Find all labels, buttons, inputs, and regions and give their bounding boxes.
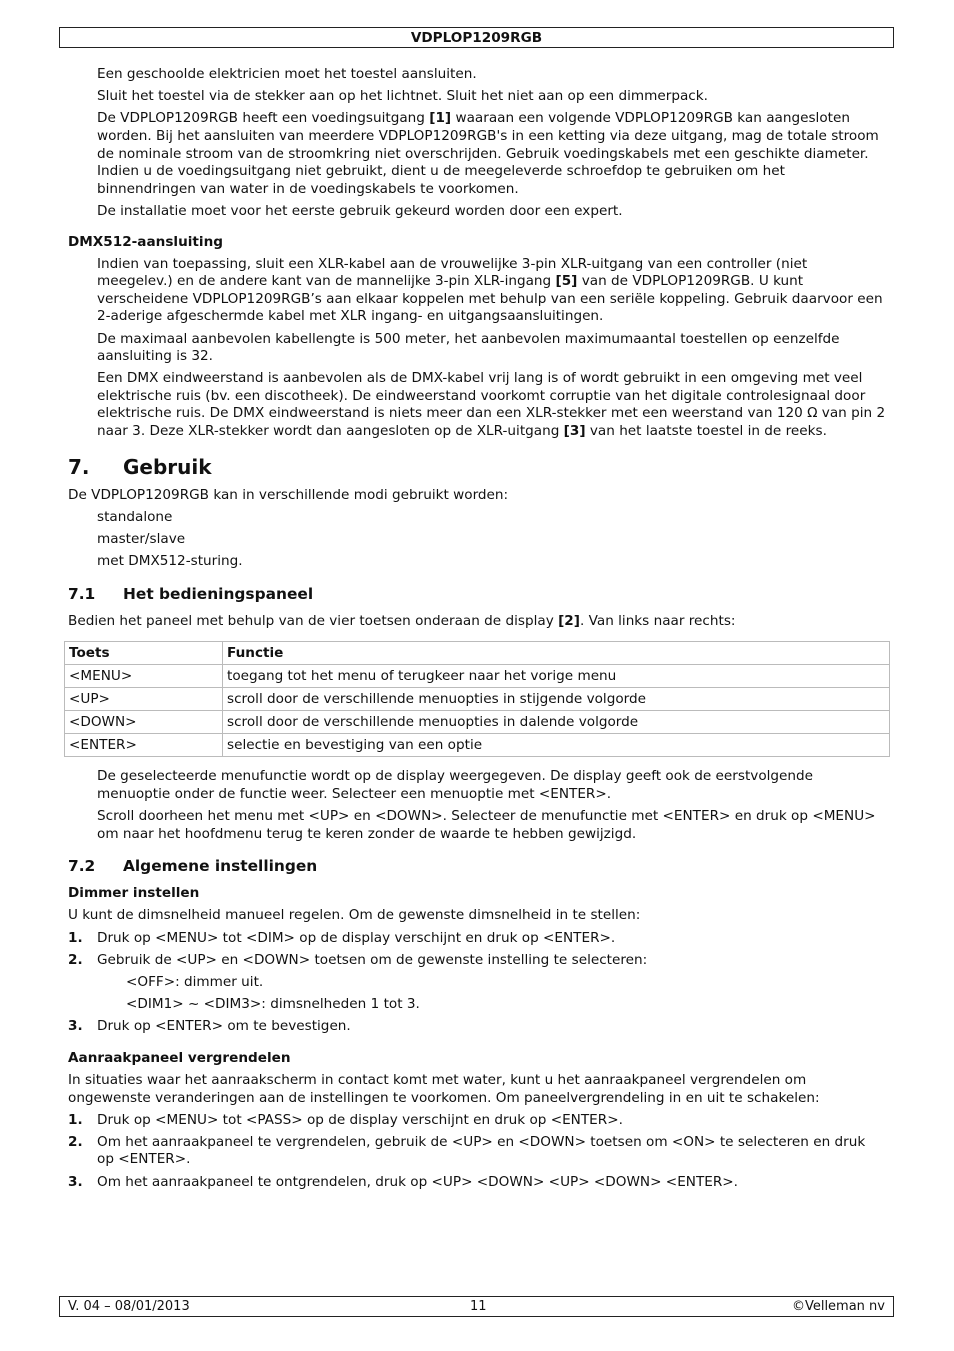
- subsection-heading: 7.2 Algemene instellingen: [68, 857, 318, 876]
- document-title: VDPLOP1209RGB: [410, 30, 543, 46]
- reference-marker: [2]: [558, 612, 580, 629]
- list-item: 2. Gebruik de <UP> en <DOWN> toetsen om de gewenste instelling te selecteren:: [68, 951, 648, 968]
- list-item: 3. Om het aanraakpaneel te ontgrendelen, druk op <UP> <DOWN> <UP> <DOWN> <ENTER>.: [68, 1173, 738, 1190]
- table-cell: scroll door de verschillende menuopties in stijgende volgorde: [223, 688, 890, 711]
- page-content: [68, 66, 886, 1196]
- dmx-paragraph: Een DMX eindweerstand is aanbevolen als de DMX-kabel vrij lang is of wordt gebruikt in een omgeving met veel elektrische ruis (bv. een discotheek). De eindweerstand voorkomt corruptie van het digitale controlesignaal door elektrische ruis. De DMX eindweerstand is niets meer dan een XLR-stekker met een weerstand van 120 Ω van pin 2 naar 3. Deze XLR-stekker wordt dan aangesloten op de XLR-uitgang [3] van het laatste toestel in de reeks.: [97, 370, 886, 440]
- footer-copyright: ©Velleman nv: [791, 1299, 885, 1314]
- page-footer: [59, 1296, 894, 1317]
- subsection-intro: Bedien het paneel met behulp van de vier toetsen onderaan de display [2]. Van links naar rechts:: [68, 612, 736, 629]
- dimmer-option: <OFF>: dimmer uit.: [126, 973, 264, 990]
- subsection-heading: 7.1 Het bedieningspaneel: [68, 584, 314, 603]
- intro-paragraph: De VDPLOP1209RGB heeft een voedingsuitgang [1] waaraan een volgende VDPLOP1209RGB kan aangesloten worden. Bij het aansluiten van meerdere VDPLOP1209RGB's in een ketting via deze uitgang, mag de totale stroom de nominale stroom van de stroomkring niet overschrijden. Gebruik voedingskabels met een geschikte diameter. Indien u de voedingsuitgang niet gebruikt, dient u de meegeleverde schroefdop te gebruiken om het binnendringen van water in de voedingskabels te voorkomen.: [97, 110, 879, 197]
- reference-marker: [1]: [429, 110, 452, 127]
- footer-page-number: 11: [470, 1299, 487, 1314]
- list-item: 3. Druk op <ENTER> om te bevestigen.: [68, 1018, 351, 1035]
- reference-marker: [5]: [555, 273, 578, 290]
- table-row: [65, 688, 890, 711]
- table-cell: scroll door de verschillende menuopties in dalende volgorde: [223, 711, 890, 734]
- section-heading: 7. Gebruik: [68, 454, 212, 479]
- panel-paragraph: Scroll doorheen het menu met <UP> en <DOWN>. Selecteer de menufunctie met <ENTER> en druk op <MENU> om naar het hoofdmenu terug te keren zonder de waarde te hebben gewijzigd.: [97, 808, 876, 842]
- table-row: [65, 711, 890, 734]
- panel-paragraph: De geselecteerde menufunctie wordt op de display weergegeven. De display geeft ook de eerstvolgende menuoptie onder de functie weer. Selecteer een menuoptie met <ENTER>.: [97, 768, 814, 802]
- table-header-row: [65, 642, 890, 665]
- lock-intro: In situaties waar het aanraakscherm in contact komt met water, kunt u het aanraakpaneel vergrendelen om ongewenste veranderingen aan de instellingen te voorkomen. Om paneelvergrendeling in en uit te schakelen:: [68, 1071, 820, 1106]
- mode-item: standalone: [97, 508, 173, 525]
- table-cell: toegang tot het menu of terugkeer naar het vorige menu: [223, 665, 890, 688]
- list-item: 1. Druk op <MENU> tot <PASS> op de display verschijnt en druk op <ENTER>.: [68, 1111, 623, 1128]
- page-header: [59, 27, 894, 48]
- dimmer-heading: Dimmer instellen: [68, 885, 200, 902]
- table-cell: <UP>: [65, 688, 223, 711]
- section-intro: De VDPLOP1209RGB kan in verschillende modi gebruikt worden:: [68, 486, 509, 503]
- dimmer-option: <DIM1> ~ <DIM3>: dimsnelheden 1 tot 3.: [126, 996, 420, 1013]
- key-function-table: [64, 641, 890, 757]
- list-item: 2. Om het aanraakpaneel te vergrendelen, gebruik de <UP> en <DOWN> toetsen om <ON> te selecteren en druk op <ENTER>.: [68, 1133, 866, 1168]
- table-row: [65, 734, 890, 757]
- table-cell: <ENTER>: [65, 734, 223, 757]
- table-cell: <DOWN>: [65, 711, 223, 734]
- mode-item: master/slave: [97, 531, 186, 548]
- intro-paragraph: Sluit het toestel via de stekker aan op het lichtnet. Sluit het niet aan op een dimmerpack.: [97, 88, 708, 105]
- table-cell: <MENU>: [65, 665, 223, 688]
- intro-paragraph: De installatie moet voor het eerste gebruik gekeurd worden door een expert.: [97, 202, 623, 219]
- lock-heading: Aanraakpaneel vergrendelen: [68, 1049, 291, 1066]
- footer-version: V. 04 – 08/01/2013: [68, 1299, 190, 1314]
- table-cell: selectie en bevestiging van een optie: [223, 734, 890, 757]
- column-header: Functie: [223, 642, 890, 665]
- list-item: 1. Druk op <MENU> tot <DIM> op de display verschijnt en druk op <ENTER>.: [68, 929, 616, 946]
- dmx-heading: DMX512-aansluiting: [68, 233, 223, 250]
- dimmer-intro: U kunt de dimsnelheid manueel regelen. Om de gewenste dimsnelheid in te stellen:: [68, 907, 641, 924]
- reference-marker: [3]: [563, 423, 586, 440]
- intro-paragraph: Een geschoolde elektricien moet het toestel aansluiten.: [97, 66, 477, 82]
- column-header: Toets: [65, 642, 223, 665]
- dmx-paragraph: Indien van toepassing, sluit een XLR-kabel aan de vrouwelijke 3-pin XLR-uitgang van een controller (niet meegelev.) en de andere kant van de mannelijke 3-pin XLR-ingang [5] van de VDPLOP1209RGB. U kunt verscheidene VDPLOP1209RGB’s aan elkaar koppelen met behulp van een seriële koppeling. Gebruik daarvoor een 2-aderige afgeschermde kabel met XLR ingang- en uitgangsaansluitingen.: [97, 255, 883, 325]
- dmx-paragraph: De maximaal aanbevolen kabellengte is 500 meter, het aanbevolen maximumaantal toestellen op eenzelfde aansluiting is 32.: [97, 330, 840, 365]
- mode-item: met DMX512-sturing.: [97, 553, 243, 570]
- table-row: [65, 665, 890, 688]
